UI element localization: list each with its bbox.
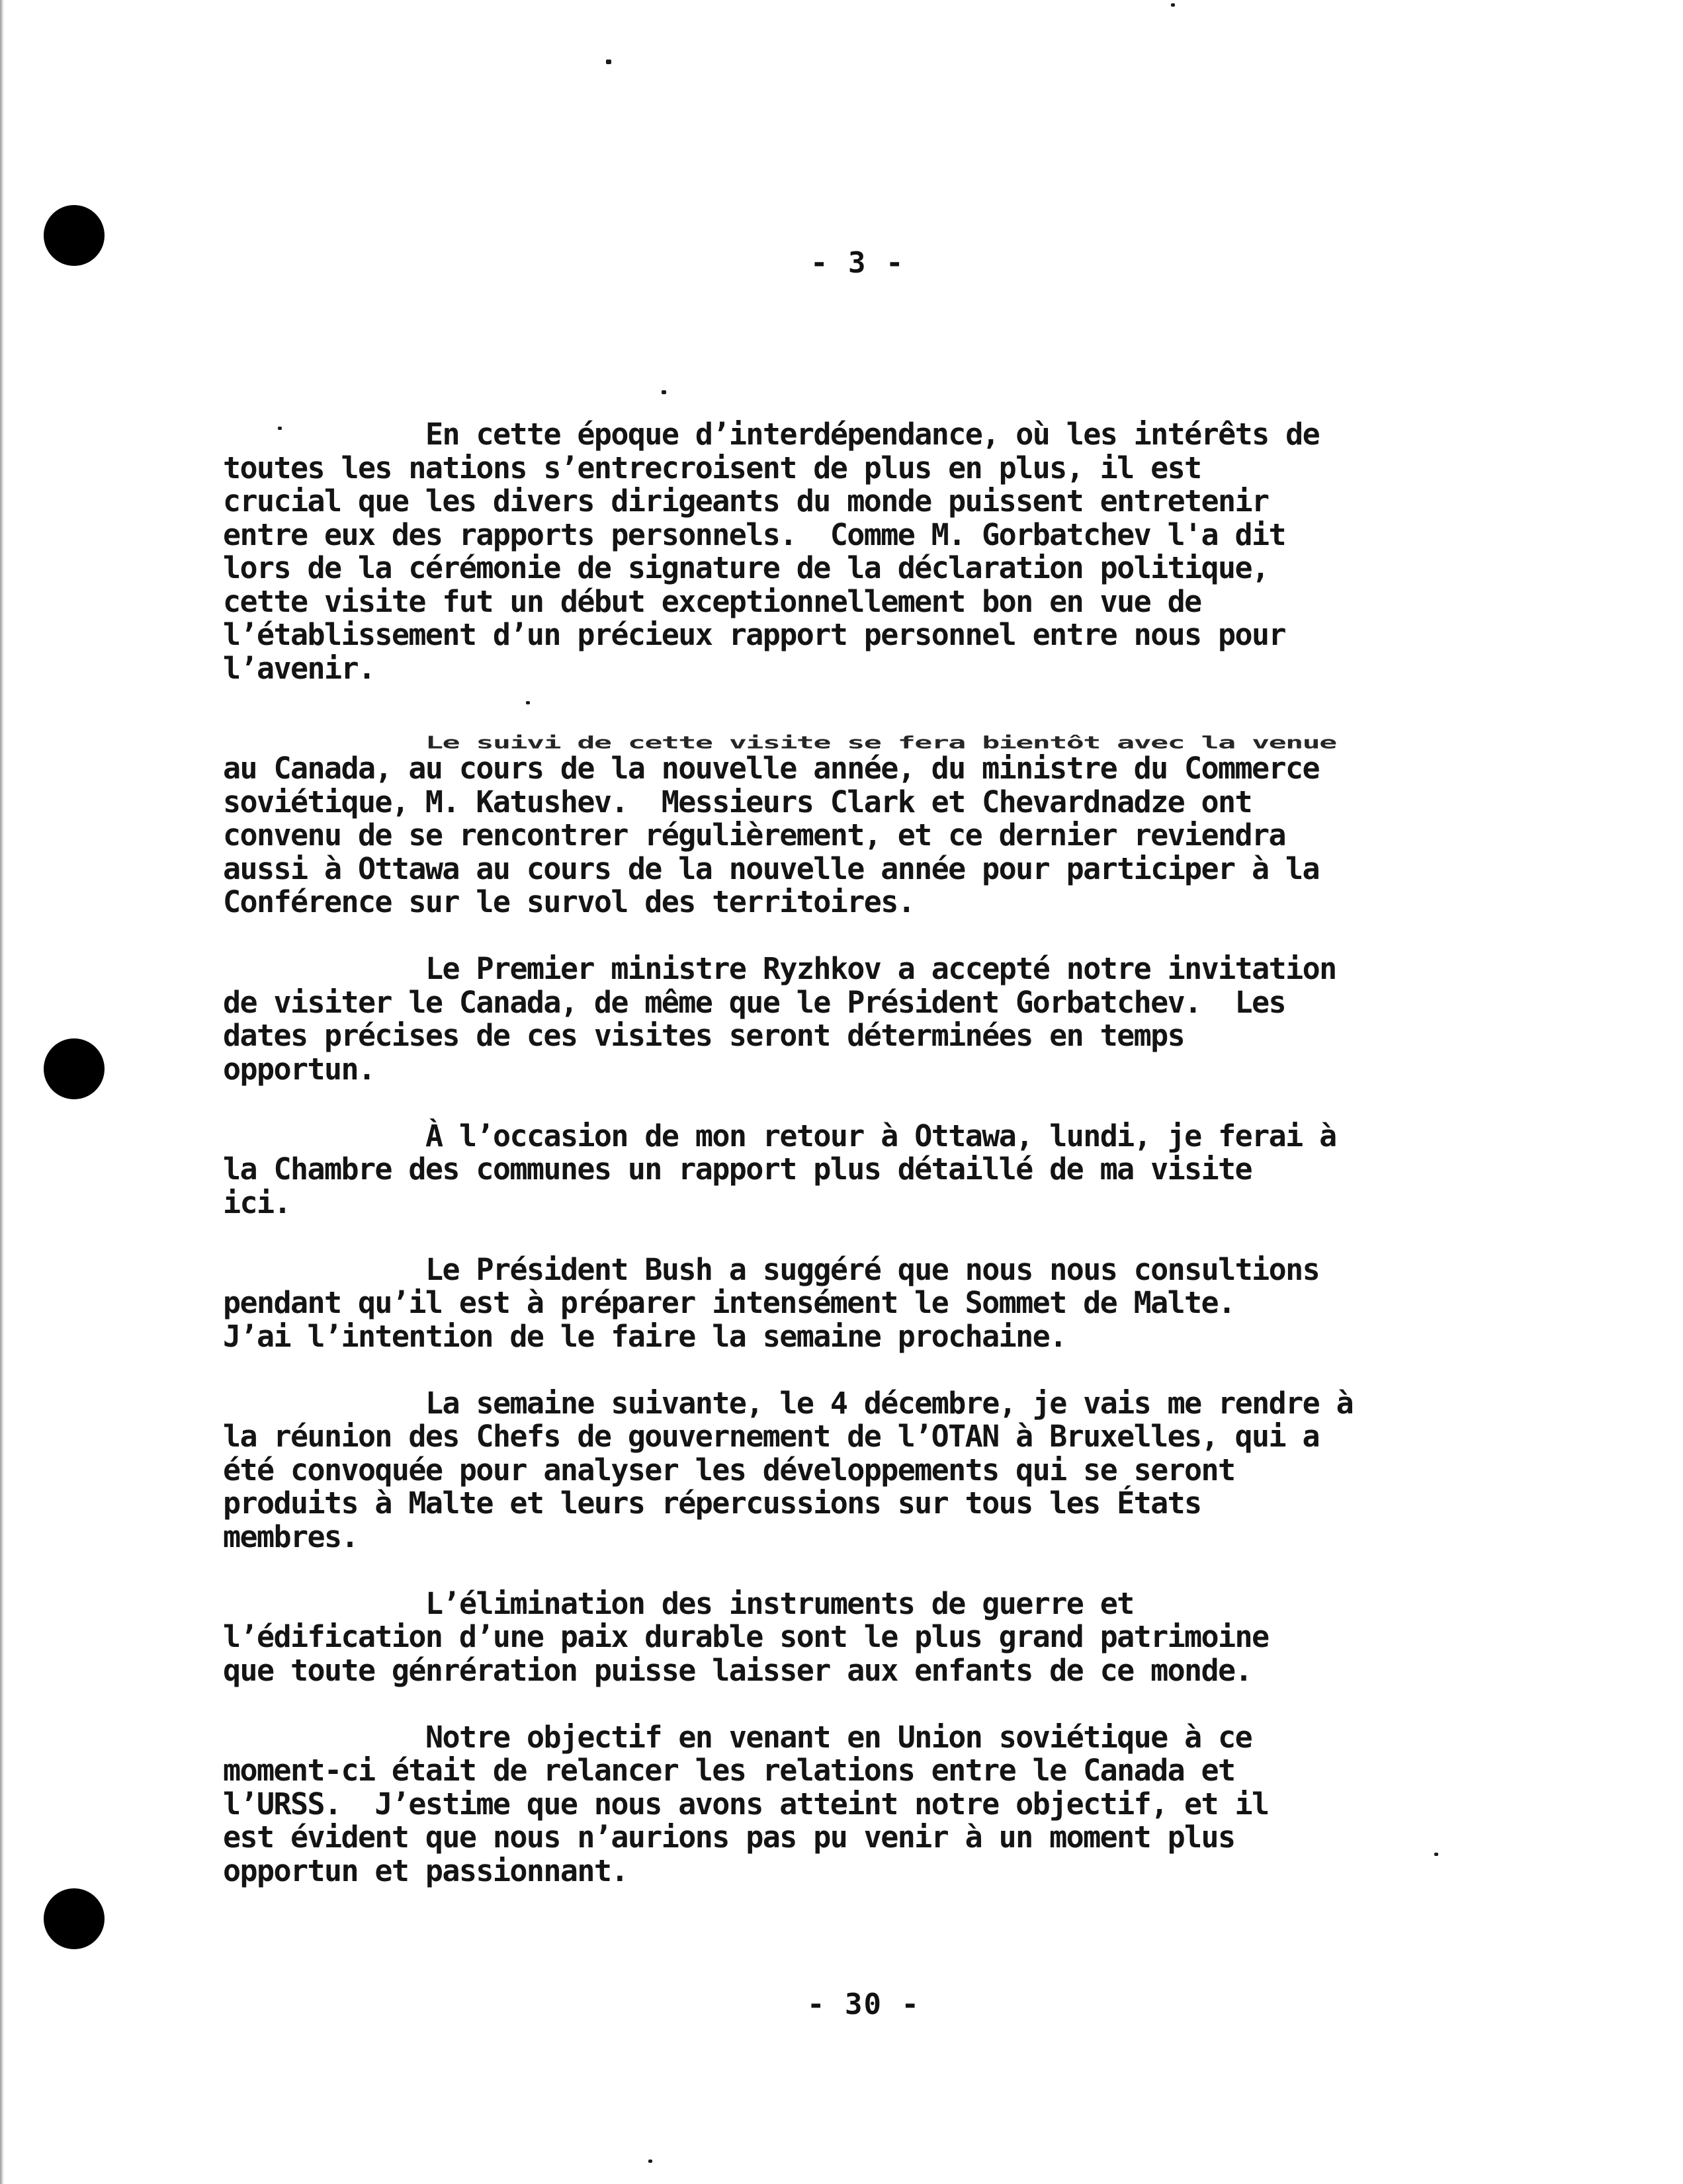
paragraph-president-bush <box>223 1253 1539 1354</box>
punch-hole-middle <box>44 1038 105 1099</box>
text-line: opportun. <box>223 1051 375 1087</box>
text-line: aussi à Ottawa au cours de la nouvelle année pour participer à la <box>223 851 1319 886</box>
text-line: convenu de se rencontrer régulièrement, et ce dernier reviendra <box>223 818 1286 853</box>
text-line: L’élimination des instruments de guerre et <box>425 1585 1134 1621</box>
paragraph-objectif <box>223 1721 1539 1888</box>
paragraph-invitation <box>223 952 1539 1086</box>
body-text <box>223 418 1539 1921</box>
text-line: cette visite fut un début exceptionnellement bon en vue de <box>223 583 1201 619</box>
paragraph-suivi-visite <box>223 719 1539 919</box>
text-line: Conférence sur le survol des territoires. <box>223 884 915 919</box>
text-line: toutes les nations s’entrecroisent de plus en plus, il est <box>223 450 1201 485</box>
text-line: la réunion des Chefs de gouvernement de l’OTAN à Bruxelles, qui a <box>223 1419 1319 1454</box>
scan-speck <box>1171 3 1175 7</box>
text-line: ici. <box>223 1185 290 1220</box>
page-number-top: - 3 - <box>810 246 905 280</box>
text-line: l’établissement d’un précieux rapport personnel entre nous pour <box>223 617 1286 652</box>
text-line: la Chambre des communes un rapport plus détaillé de ma visite <box>223 1152 1252 1187</box>
scan-left-edge <box>0 0 4 2184</box>
text-line: crucial que les divers dirigeants du monde puissent entretenir <box>223 483 1269 519</box>
text-line: membres. <box>223 1519 358 1554</box>
text-line: J’ai l’intention de le faire la semaine prochaine. <box>223 1318 1066 1354</box>
text-line: entre eux des rapports personnels. Comme M. Gorbatchev l'a dit <box>223 517 1286 552</box>
text-line: En cette époque d’interdépendance, où les intérêts de <box>425 417 1320 452</box>
text-line: que toute génrération puisse laisser aux enfants de ce monde. <box>223 1652 1252 1688</box>
paragraph-otan <box>223 1387 1539 1554</box>
text-line: Le suivi de cette visite se fera bientôt avec la venue <box>425 732 1336 753</box>
text-line: lors de la cérémonie de signature de la déclaration politique, <box>223 550 1269 585</box>
text-line: La semaine suivante, le 4 décembre, je vais me rendre à <box>425 1385 1354 1421</box>
text-line: été convoquée pour analyser les développements qui se seront <box>223 1452 1235 1488</box>
text-line: est évident que nous n’aurions pas pu venir à un moment plus <box>223 1820 1235 1855</box>
text-line: dates précises de ces visites seront déterminées en temps <box>223 1018 1185 1053</box>
text-line: l’avenir. <box>223 650 375 686</box>
text-line: de visiter le Canada, de même que le Président Gorbatchev. Les <box>223 984 1286 1020</box>
punch-hole-top <box>44 205 105 266</box>
text-line: Le Président Bush a suggéré que nous nous consultions <box>425 1251 1320 1287</box>
paragraph-retour-ottawa <box>223 1120 1539 1220</box>
text-line: produits à Malte et leurs répercussions sur tous les États <box>223 1486 1201 1521</box>
text-line: À l’occasion de mon retour à Ottawa, lundi, je ferai à <box>425 1118 1336 1154</box>
text-line: Le Premier ministre Ryzhkov a accepté notre invitation <box>425 951 1336 986</box>
scan-speck <box>662 390 666 394</box>
scan-speck <box>606 60 611 64</box>
text-line: moment-ci était de relancer les relations entre le Canada et <box>223 1753 1235 1788</box>
text-line: l’édification d’une paix durable sont le plus grand patrimoine <box>223 1619 1269 1654</box>
scan-speck <box>648 2160 652 2163</box>
page-number-bottom: - 30 - <box>807 1988 920 2021</box>
text-line: Notre objectif en venant en Union soviétique à ce <box>425 1719 1252 1755</box>
text-line: opportun et passionnant. <box>223 1853 628 1888</box>
punch-hole-bottom <box>44 1888 105 1949</box>
paragraph-interdependance <box>223 418 1539 685</box>
text-line: au Canada, au cours de la nouvelle année, du ministre du Commerce <box>223 751 1319 786</box>
paragraph-paix-durable <box>223 1587 1539 1688</box>
text-line: l’URSS. J’estime que nous avons atteint notre objectif, et il <box>223 1786 1269 1822</box>
text-line: soviétique, M. Katushev. Messieurs Clark et Chevardnadze ont <box>223 784 1252 819</box>
text-line: pendant qu’il est à préparer intensément le Sommet de Malte. <box>223 1285 1235 1320</box>
